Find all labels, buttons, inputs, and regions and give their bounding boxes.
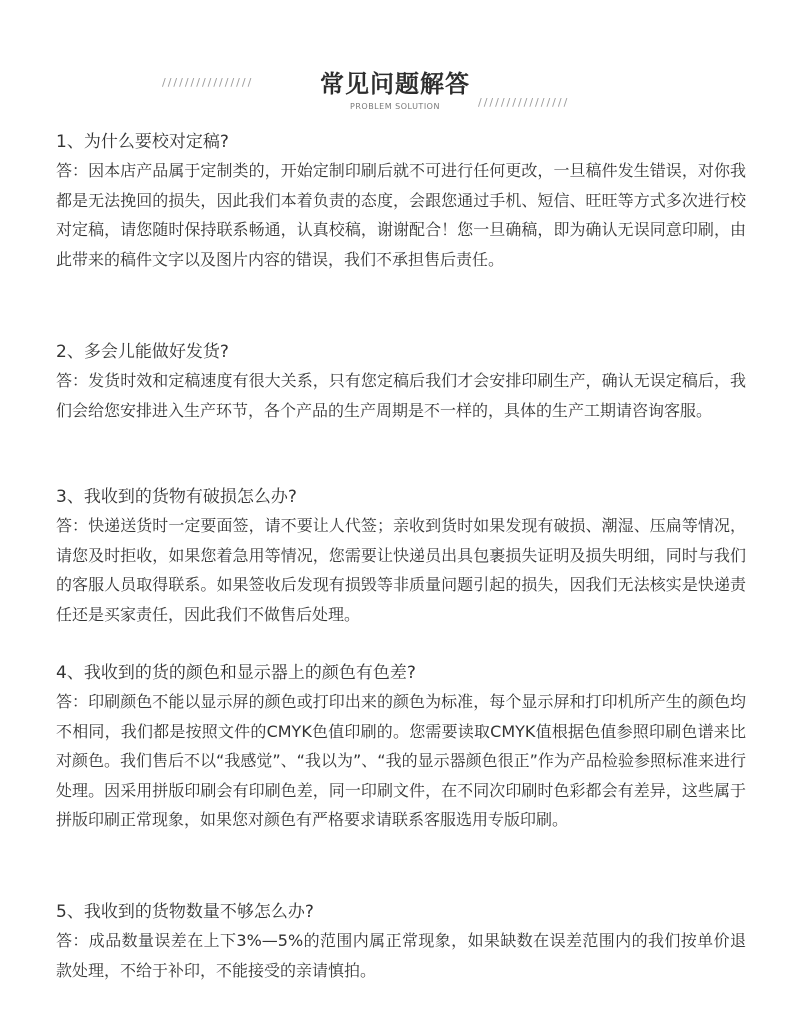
faq-question: 5、我收到的货物数量不够怎么办? — [56, 902, 314, 922]
faq-question: 3、我收到的货物有破损怎么办? — [56, 487, 297, 507]
page-title: 常见问题解答 — [320, 70, 470, 98]
left-decoration: //////////////// — [162, 76, 254, 89]
faq-answer: 答：印刷颜色不能以显示屏的颜色或打印出来的颜色为标准，每个显示屏和打印机所产生的颜色均不相同，我们都是按照文件的CMYK色值印刷的。您需要读取CMYK值根据色值参照印刷色谱来比对颜色。我们售后不以“我感觉”、“我以为”、“我的显示器颜色很正”作为产品检验参照标准来进行处理。因采用拼版印刷会有印刷色差，同一印刷文件，在不同次印刷时色彩都会有差异，这些属于拼版印刷正常现象，如果您对颜色有严格要求请联系客服选用专版印刷。 — [56, 692, 746, 829]
right-decoration: //////////////// — [478, 96, 570, 109]
faq-item-2 — [56, 338, 746, 425]
faq-answer: 答：成品数量误差在上下3%—5%的范围内属正常现象，如果缺数在误差范围内的我们按单价退款处理，不给于补印，不能接受的亲请慎拍。 — [56, 931, 746, 980]
faq-question: 4、我收到的货的颜色和显示器上的颜色有色差? — [56, 663, 416, 683]
page-header — [0, 62, 790, 122]
faq-item-5 — [56, 898, 746, 985]
faq-item-1 — [56, 128, 746, 274]
faq-item-3 — [56, 483, 746, 629]
faq-answer: 答：发货时效和定稿速度有很大关系，只有您定稿后我们才会安排印刷生产，确认无误定稿后，我们会给您安排进入生产环节，各个产品的生产周期是不一样的，具体的生产工期请咨询客服。 — [56, 371, 746, 420]
faq-answer: 答：因本店产品属于定制类的，开始定制印刷后就不可进行任何更改，一旦稿件发生错误，对你我都是无法挽回的损失，因此我们本着负责的态度，会跟您通过手机、短信、旺旺等方式多次进行校对定稿，请您随时保持联系畅通，认真校稿，谢谢配合！您一旦确稿，即为确认无误同意印刷，由此带来的稿件文字以及图片内容的错误，我们不承担售后责任。 — [56, 161, 746, 269]
faq-item-4 — [56, 659, 746, 835]
page-subtitle: PROBLEM SOLUTION — [350, 102, 440, 111]
faq-question: 2、多会儿能做好发货? — [56, 342, 229, 362]
faq-answer: 答：快递送货时一定要面签，请不要让人代签；亲收到货时如果发现有破损、潮湿、压扁等情况，请您及时拒收，如果您着急用等情况，您需要让快递员出具包裹损失证明及损失明细，同时与我们的客服人员取得联系。如果签收后发现有损毁等非质量问题引起的损失，因我们无法核实是快递责任还是买家责任，因此我们不做售后处理。 — [56, 516, 746, 624]
faq-question: 1、为什么要校对定稿? — [56, 132, 229, 152]
